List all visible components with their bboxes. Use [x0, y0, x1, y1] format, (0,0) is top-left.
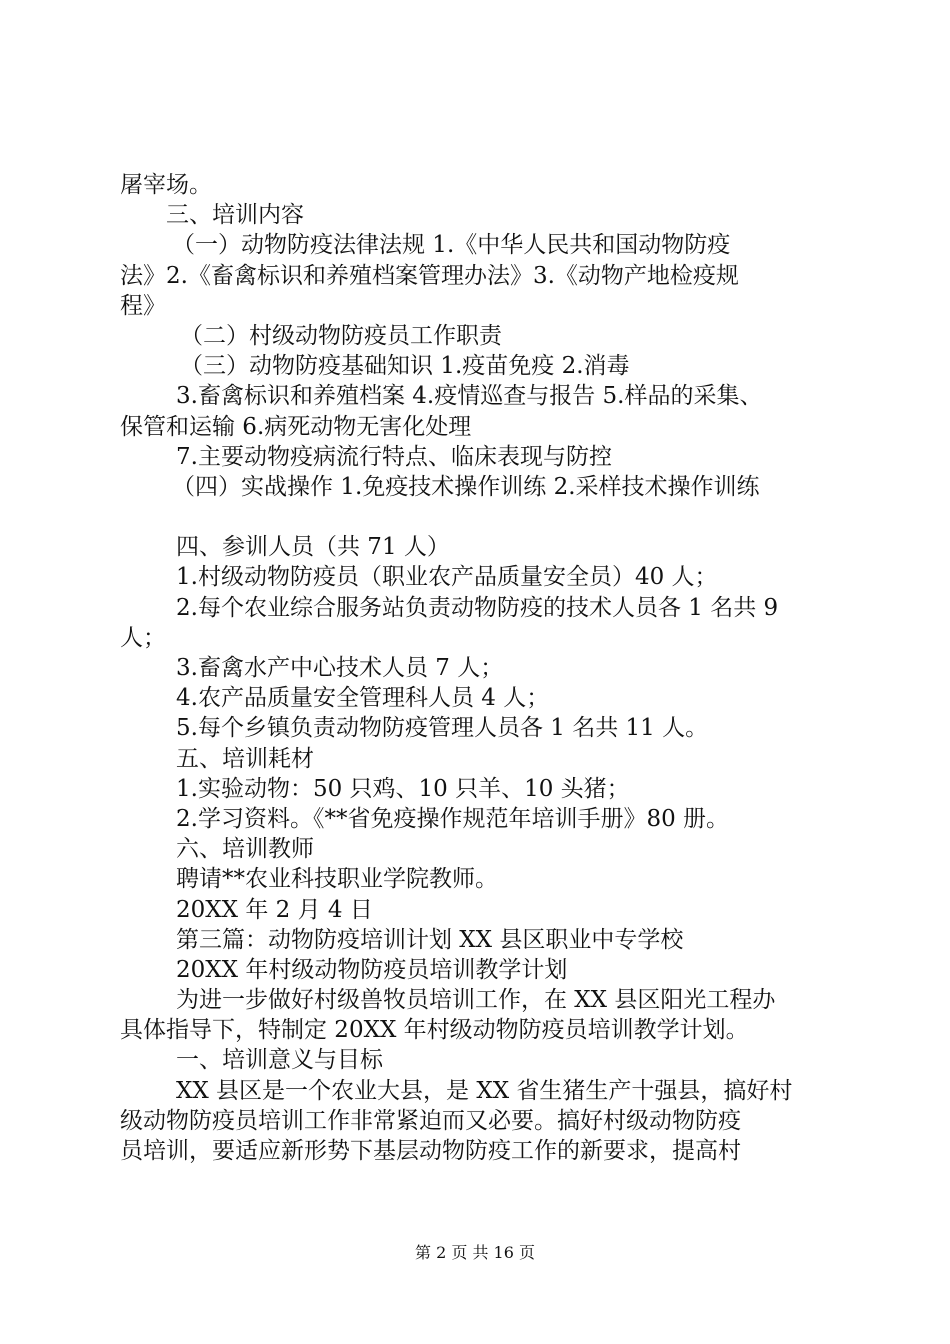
text-line: 四、参训人员（共 71 人）	[176, 534, 450, 561]
text-line: 7.主要动物疫病流行特点、临床表现与防控	[176, 443, 612, 470]
text-line: 具体指导下，特制定 20XX 年村级动物防疫员培训教学计划。	[120, 1017, 749, 1044]
text-line: 员培训，要适应新形势下基层动物防疫工作的新要求，提高村	[120, 1138, 741, 1164]
text-line: 六、培训教师	[176, 836, 314, 863]
text-line: 人；	[120, 624, 166, 651]
text-line: 聘请**农业科技职业学院教师。	[176, 866, 498, 893]
text-line: 2.学习资料。《**省免疫操作规范年培训手册》80 册。	[176, 805, 730, 832]
page-footer: 第 2 页 共 16 页	[415, 1243, 535, 1262]
text-line	[120, 502, 836, 532]
body-text	[120, 170, 836, 1166]
text-line: 第三篇：动物防疫培训计划 XX 县区职业中专学校	[176, 926, 684, 953]
text-line: （三）动物防疫基础知识 1.疫苗免疫 2.消毒	[180, 353, 630, 380]
text-line: 3.畜禽标识和养殖档案 4.疫情巡查与报告 5.样品的采集、	[176, 383, 763, 410]
text-line: 一、培训意义与目标	[176, 1047, 383, 1074]
text-line: 五、培训耗材	[176, 745, 314, 772]
text-line: 2.每个农业综合服务站负责动物防疫的技术人员各 1 名共 9	[176, 594, 779, 621]
text-line: 程》	[120, 292, 166, 319]
text-line: 3.畜禽水产中心技术人员 7 人；	[176, 655, 504, 681]
text-line: 4.农产品质量安全管理科人员 4 人；	[176, 685, 550, 712]
text-line: （四）实战操作 1.免疫技术操作训练 2.采样技术操作训练	[172, 473, 760, 500]
text-line: XX 县区是一个农业大县，是 XX 省生猪生产十强县，搞好村	[176, 1077, 793, 1104]
text-line: 20XX 年村级动物防疫员培训教学计划	[176, 956, 568, 983]
text-line: （二）村级动物防疫员工作职责	[180, 322, 502, 349]
text-line: 三、培训内容	[166, 202, 304, 229]
text-line: 级动物防疫员培训工作非常紧迫而又必要。搞好村级动物防疫	[120, 1107, 741, 1134]
text-line: 法》2.《畜禽标识和养殖档案管理办法》3.《动物产地检疫规	[120, 262, 739, 289]
text-line: 屠宰场。	[120, 172, 212, 198]
text-line: 保管和运输 6.病死动物无害化处理	[120, 413, 472, 440]
text-line: 为进一步做好村级兽牧员培训工作，在 XX 县区阳光工程办	[176, 987, 776, 1014]
text-line: （一）动物防疫法律法规 1.《中华人民共和国动物防疫	[172, 232, 731, 259]
text-line: 5.每个乡镇负责动物防疫管理人员各 1 名共 11 人。	[176, 715, 709, 742]
text-line: 1.村级动物防疫员（职业农产品质量安全员）40 人；	[176, 564, 718, 591]
text-line: 1.实验动物：50 只鸡、10 只羊、10 头猪；	[176, 775, 630, 802]
text-line: 20XX 年 2 月 4 日	[176, 896, 373, 923]
